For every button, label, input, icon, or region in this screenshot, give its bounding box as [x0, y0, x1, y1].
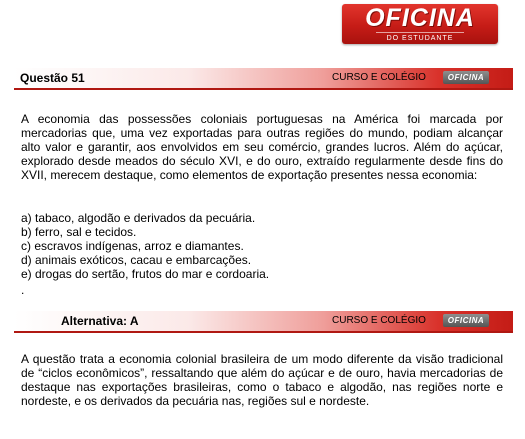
- question-number: Questão 51: [20, 71, 85, 85]
- question-paragraph: A economia das possessões coloniais portuguesas na América foi marcada por mercadorias que, uma vez exportadas para outras regiões do mundo, podiam alcançar alto valor e garantir, aos envolvidos em seu comércio, grandes lucros. Além do açúcar, explorado desde meados do século XVI, e do ouro, extraído regularmente desde fins do XVII, merecem destaque, como elementos de exportação presentes nessa economia:: [21, 112, 503, 182]
- option-c: c) escravos indígenas, arroz e diamantes.: [21, 239, 244, 253]
- logo-wordmark: OFICINA: [365, 4, 475, 32]
- option-a: a) tabaco, algodão e derivados da pecuária.: [21, 211, 256, 225]
- option-e: e) drogas do sertão, frutos do mar e cordoaria.: [21, 267, 270, 281]
- options-list: [21, 211, 503, 281]
- answer-header-bar: [14, 311, 513, 333]
- question-header-bar: [14, 68, 513, 90]
- answer-mini-logo: OFICINA: [443, 314, 489, 327]
- option-b: b) ferro, sal e tecidos.: [21, 225, 137, 239]
- answer-paragraph: A questão trata a economia colonial brasileira de um modo diferente da visão tradicional de “ciclos econômicos”, ressaltando que além do açúcar e de ouro, havia mercadorias de destaque nas exportações brasileiras, como o tabaco e algodão, nas regiões norte e nordeste, e os derivados da pecuária nas, regiões sul e nordeste.: [21, 352, 503, 408]
- logo-subtitle: DO ESTUDANTE: [376, 32, 464, 43]
- question-brand-text: CURSO E COLÉGIO: [332, 72, 426, 83]
- question-body: [21, 112, 503, 182]
- answer-label: Alternativa: A: [61, 314, 139, 328]
- trailing-mark: .: [21, 283, 25, 297]
- oficina-logo: [342, 4, 498, 44]
- answer-brand-text: CURSO E COLÉGIO: [332, 315, 426, 326]
- answer-body: [21, 352, 503, 408]
- question-mini-logo: OFICINA: [443, 71, 489, 84]
- option-d: d) animais exóticos, cacau e embarcações.: [21, 253, 252, 267]
